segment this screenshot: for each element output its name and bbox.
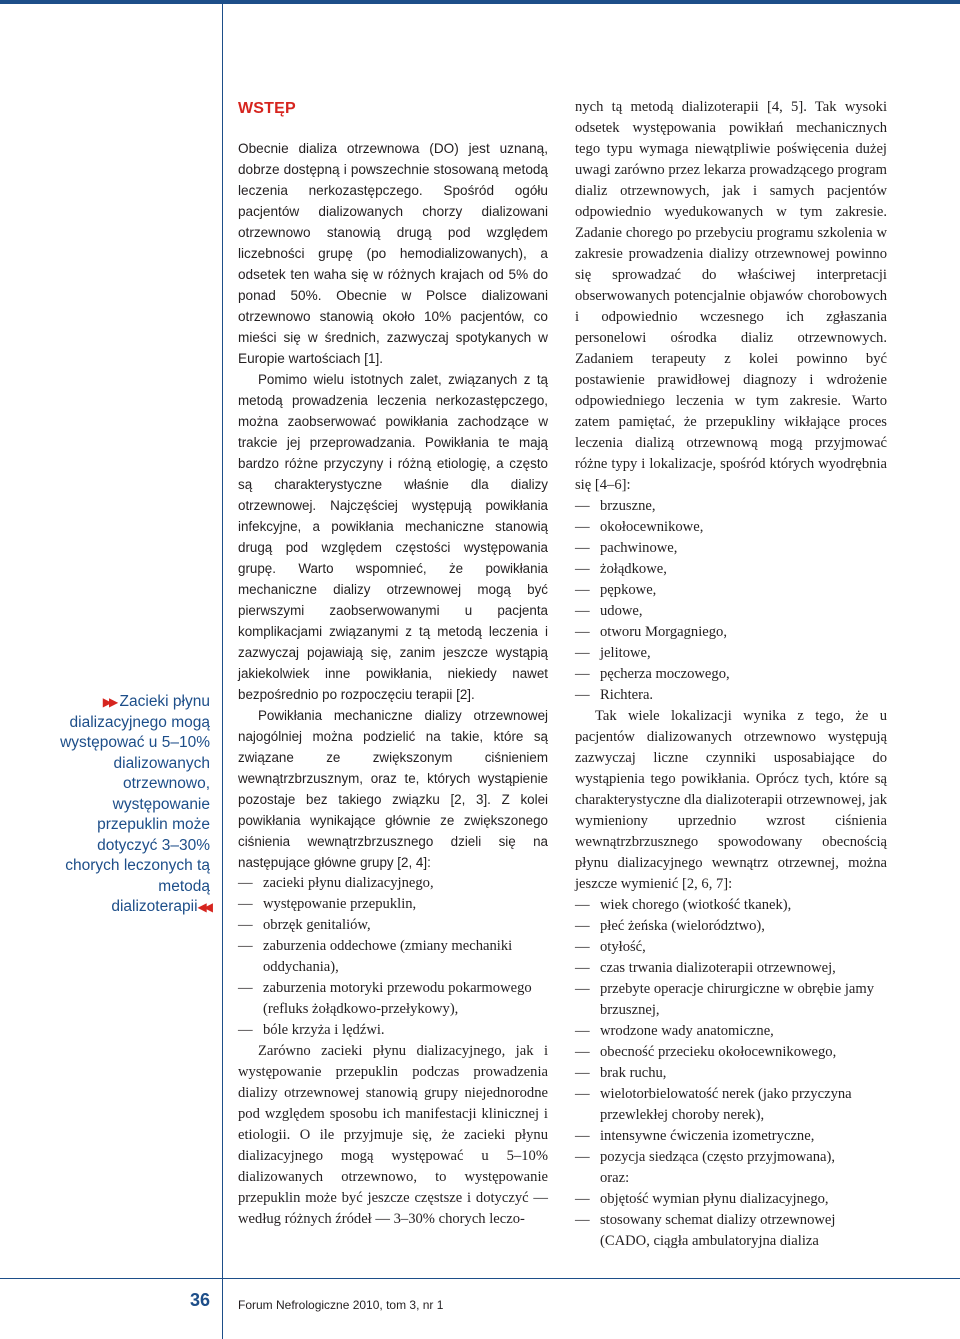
paragraph: nych tą metodą dializoterapii [4, 5]. Tak wysoki odsetek występowania powikłań mechanicznych tego typu wymaga niewątpliwie poświęcenia dużej uwagi zarówno przez lekarza prowadzącego program dializ otrzewnowych, jak i samych pacjentów odpowiednio wyedukowanych w tym zakresie. Zadanie chorego po przebyciu programu szkolenia w zakresie prowadzenia dializy otrzewnowej powinno się sprowadzać do właściwej interpretacji obserwowanych potencjalnie objawów chorobowych i odpowiednio wczesnego ich zgłaszania personelowi ośrodka dializ otrzewnowych. Zadaniem terapeuty z kolei powinno być postawienie prawidłowej diagnozy i wdrożenie odpowiedniego leczenia w tym zakresie. Warto zatem pamiętać, że przepukliny wikłające proces leczenia dializą otrzewnową mogą przyjmować różne typy i lokalizacje, spośród których wyodrębnia się [4–6]:	[575, 99, 887, 493]
margin-rule	[222, 0, 223, 1339]
pullquote-line: występowanie	[112, 795, 210, 813]
pullquote-line: dializowanych	[113, 754, 210, 772]
page-number: 36	[190, 1290, 211, 1310]
pullquote-line: chorych leczonych tą	[65, 857, 210, 874]
text-column-right	[575, 97, 887, 1252]
section-title: WSTĘP	[238, 100, 296, 117]
list-item: — zaburzenia oddechowe (zmiany mechaniki oddychania),	[238, 938, 513, 975]
pullquote-line: występować u 5–10%	[60, 734, 210, 751]
pullquote-line: metodą dializoterapii	[111, 877, 210, 915]
list-item: — płeć żeńska (wielorództwo),	[575, 918, 765, 934]
list-item: — zaburzenia motoryki przewodu pokarmowego (refluks żołądkowo-przełykowy),	[238, 980, 532, 1017]
list-item: — jelitowe,	[575, 645, 651, 661]
list-item: — obrzęk genitaliów,	[238, 917, 371, 933]
pullquote-line: otrzewnowo,	[122, 775, 210, 792]
paragraph: Obecnie dializa otrzewnowa (DO) jest uznaną, dobrze dostępną i powszechnie stosowaną metodą leczenia nerkozastępczego. Spośród ogółu pacjentów dializowanych chorzy dializowani otrzewnowo stanowią drugą pod względem liczebności grupę (po hemodializowanych), a odsetek ten waha się w różnych krajach od 5% do ponad 50%. Obecnie w Polsce dializowani otrzewnowo stanowią około 10% pacjentów, co mieści się w średnich, zazwyczaj spotykanych w Europie wartościach [1].	[238, 141, 548, 366]
list-item: — brak ruchu,	[575, 1065, 667, 1081]
list-item: — okołocewnikowe,	[575, 519, 704, 535]
footer-rule	[0, 1278, 960, 1279]
pullquote	[58, 692, 210, 918]
double-right-arrow-icon: ▶▶	[102, 695, 116, 709]
list-item: — bóle krzyża i lędźwi.	[238, 1022, 385, 1038]
list-item: — wielotorbielowatość nerek (jako przyczyna przewlekłej choroby nerek),	[575, 1086, 852, 1123]
list-item: — udowe,	[575, 603, 643, 619]
paragraph: Pomimo wielu istotnych zalet, związanych z tą metodą prowadzenia leczenia nerkozastępczego, można zaobserwować powikłania zachodzące w trakcie jej przeprowadzania. Powikłania te mają bardzo różne przyczyny i różną etiologię, a często są charakterystyczne właśnie dla dializy otrzewnowej. Najczęściej występują powikłania infekcyjne, a powikłania mechaniczne stanowią drugą pod względem częstości występowania grupę. Warto wspomnieć, że powikłania mechaniczne dializy otrzewnowej mogą być pierwszymi zaobserwowanymi u pacjenta komplikacjami związanymi z tą metodą leczenia i zazwyczaj pojawiają się, zanim jeszcze wystąpią jakiekolwiek inne powikłania, niekiedy nawet bezpośrednio po rozpoczęciu terapii [2].	[238, 372, 548, 702]
list-item: — występowanie przepuklin,	[238, 896, 417, 912]
list-item: — Richtera.	[575, 687, 654, 703]
list-item: — czas trwania dializoterapii otrzewnowej,	[575, 960, 836, 976]
list-item: — wrodzone wady anatomiczne,	[575, 1023, 774, 1039]
list-item: — stosowany schemat dializy otrzewnowej (CADO, ciągła ambulatoryjna dializa	[575, 1212, 836, 1249]
pullquote-line: dializacyjnego mogą	[69, 713, 210, 731]
list-item: — pozycja siedząca (często przyjmowana),	[575, 1149, 835, 1165]
list-item: — objętość wymian płynu dializacyjnego,	[575, 1191, 829, 1207]
text-column-left	[238, 138, 548, 1230]
bullet-list	[575, 496, 887, 706]
list-item: — otyłość,	[575, 939, 646, 955]
bullet-list	[575, 895, 887, 1168]
list-item: — brzuszne,	[575, 498, 656, 514]
list-item: — pępkowe,	[575, 582, 657, 598]
journal-citation: Forum Nefrologiczne 2010, tom 3, nr 1	[238, 1298, 444, 1312]
pullquote-line: przepuklin może	[97, 816, 210, 833]
list-item: — otworu Morgagniego,	[575, 624, 728, 640]
bullet-list	[575, 1189, 887, 1252]
list-item: — zacieki płynu dializacyjnego,	[238, 875, 434, 891]
paragraph: Zarówno zacieki płynu dializacyjnego, jak i występowanie przepuklin podczas prowadzenia dializy otrzewnowej stanowią grupy niejednorodne pod względem sposobu ich manifestacji klinicznej i etiologii. O ile przyjmuje się, że zacieki płynu dializacyjnego mogą występować u 5–10% dializowanych otrzewnowo, to występowanie przepuklin może być jeszcze częstsze i dotyczyć — według różnych źródeł — 3–30% chorych leczo-	[238, 1043, 548, 1227]
pullquote-line: dotyczyć 3–30%	[97, 836, 210, 854]
paragraph: Powikłania mechaniczne dializy otrzewnowej najogólniej można podzielić na takie, które są związane ze zwiększonym ciśnieniem wewnątrzbrzusznym, oraz te, których wystąpienie pozostaje bez takiego związku [2, 3]. Z kolei powikłania wynikające głównie ze zwiększonego ciśnienia wewnątrzbrzusznego dzieli się na następujące główne grupy [2, 4]:	[238, 708, 548, 870]
list-item: — pęcherza moczowego,	[575, 666, 730, 682]
list-item: — obecność przecieku okołocewnikowego,	[575, 1044, 837, 1060]
paragraph: Tak wiele lokalizacji wynika z tego, że u pacjentów dializowanych otrzewnowo występują zazwyczaj liczne czynniki usposabiające do wystąpienia tego powikłania. Oprócz tych, które są charakterystyczne dla dializoterapii otrzewnowej, jak wymieniony uprzednio wzrost ciśnienia wewnątrzbrzusznego spowodowany obecnością płynu dializacyjnego wewnątrz otrzewnej, można jeszcze wymienić [2, 6, 7]:	[575, 708, 887, 892]
list-item: — wiek chorego (wiotkość tkanek),	[575, 897, 792, 913]
list-separator: oraz:	[600, 1170, 630, 1186]
double-left-arrow-icon: ◀◀	[197, 900, 210, 914]
top-rule	[0, 0, 960, 4]
list-item: — żołądkowe,	[575, 561, 667, 577]
bullet-list	[238, 873, 548, 1041]
list-item: — pachwinowe,	[575, 540, 678, 556]
list-item: — intensywne ćwiczenia izometryczne,	[575, 1128, 815, 1144]
pullquote-line: Zacieki płynu	[119, 693, 210, 710]
list-item: — przebyte operacje chirurgiczne w obrębie jamy brzusznej,	[575, 981, 875, 1018]
